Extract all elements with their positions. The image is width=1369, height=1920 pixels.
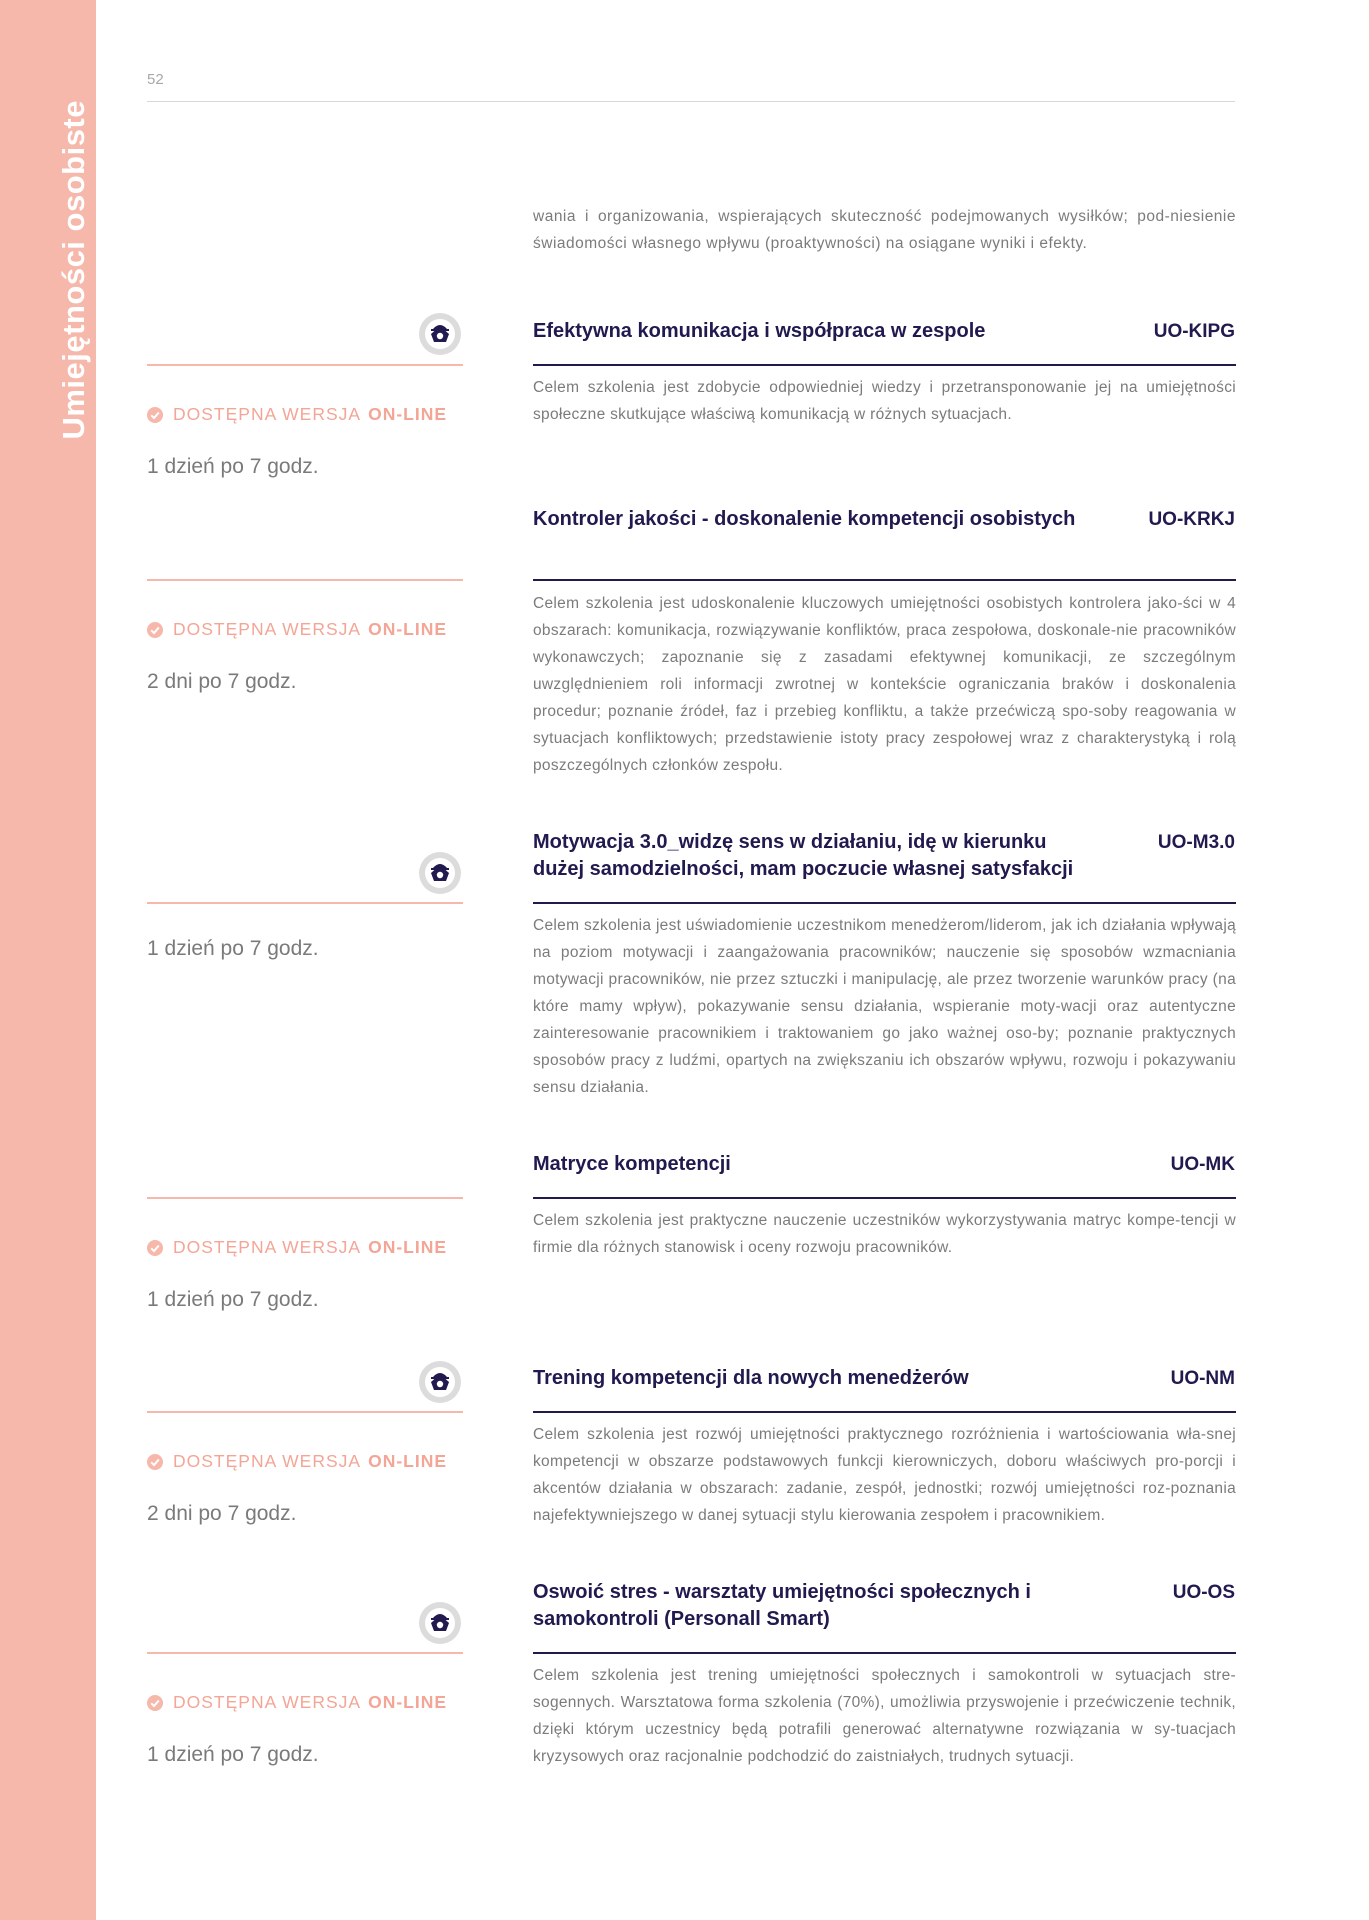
check-circle-icon xyxy=(147,1695,163,1711)
course-duration: 1 dzień po 7 godz. xyxy=(147,455,319,478)
course-code: UO-KRKJ xyxy=(1148,509,1235,530)
course-code: UO-OS xyxy=(1172,1582,1235,1603)
sidebar-section-label: Umiejętności osobiste xyxy=(56,100,91,440)
course-duration: 1 dzień po 7 godz. xyxy=(147,937,319,960)
course-meta-rule xyxy=(147,1411,463,1413)
header-divider xyxy=(147,101,1235,102)
course-duration: 2 dni po 7 godz. xyxy=(147,670,297,693)
gear-worker-icon xyxy=(418,312,462,356)
online-availability xyxy=(147,1237,447,1258)
course-description: Celem szkolenia jest zdobycie odpowiedniej wiedzy i przetransponowanie jej na umiejętności społeczne skutkujące właściwą komunikacją w różnych sytuacjach. xyxy=(533,379,1236,423)
online-label-strong: ON-LINE xyxy=(368,404,448,424)
online-label-strong: ON-LINE xyxy=(368,619,448,639)
check-circle-icon xyxy=(147,622,163,638)
course-description: Celem szkolenia jest trening umiejętności społecznych i samokontroli w sytuacjach stre-sogennych. Warsztatowa forma szkolenia (70%), umożliwia przyswojenie i przećwiczenie technik, dzięki którym uczestnicy będą potrafili generować alternatywne rozwiązania w sy-tuacjach kryzysowych oraz racjonalnie podchodzić do zaistniałych, trudnych sytuacji. xyxy=(533,1667,1236,1765)
course-title-rule xyxy=(533,902,1236,904)
course-description: Celem szkolenia jest uświadomienie uczestnikom menedżerom/liderom, jak ich działania wpływają na poziom motywacji i zaangażowania pracowników; nauczenie się sposobów wzmacniania motywacji pracowników, nie przez sztuczki i manipulację, ale przez tworzenie warunków pracy (na które mamy wpływ), pokazywanie sensu działania, wspieranie moty-wacji oraz autentyczne zainteresowanie pracownikiem i traktowaniem go jako ważnej oso-by; poznanie praktycznych sposobów pracy z ludźmi, opartych na zwiększaniu ich obszarów wpływu, rozwoju i pokazywaniu sensu działania. xyxy=(533,917,1236,1096)
course-meta-rule xyxy=(147,1652,463,1654)
online-availability xyxy=(147,1451,447,1472)
course-title-rule xyxy=(533,364,1236,366)
online-label-strong: ON-LINE xyxy=(368,1692,448,1712)
check-circle-icon xyxy=(147,1240,163,1256)
course-description: Celem szkolenia jest rozwój umiejętności praktycznego rozróżnienia i wartościowania wła-snej kompetencji w obszarze podstawowych funkcji kierowniczych, doboru właściwych pro-porcji i akcentów działania w obszarach: zadanie, zespół, jednostki; rozwój umiejętności roz-poznania najefektywniejszego w danej sytuacji stylu kierowania zespołem i pracownikiem. xyxy=(533,1426,1236,1524)
course-title: Oswoić stres - warsztaty umiejętności społecznych i samokontroli (Personall Smart) xyxy=(533,1581,1031,1630)
course-title: Trening kompetencji dla nowych menedżerów xyxy=(533,1367,969,1389)
course-title: Efektywna komunikacja i współpraca w zespole xyxy=(533,320,986,342)
course-description: Celem szkolenia jest praktyczne nauczenie uczestników wykorzystywania matryc kompe-tencji w firmie dla różnych stanowisk i oceny rozwoju pracowników. xyxy=(533,1212,1236,1256)
sidebar-band xyxy=(0,0,96,1920)
online-label: DOSTĘPNA WERSJA xyxy=(173,404,362,424)
course-duration: 1 dzień po 7 godz. xyxy=(147,1743,319,1766)
course-title: Matryce kompetencji xyxy=(533,1153,731,1175)
course-meta-rule xyxy=(147,1197,463,1199)
course-title: Kontroler jakości - doskonalenie kompetencji osobistych xyxy=(533,508,1076,530)
course-title-rule xyxy=(533,1652,1236,1654)
online-label: DOSTĘPNA WERSJA xyxy=(173,619,362,639)
course-title-rule xyxy=(533,1197,1236,1199)
page-number: 52 xyxy=(147,71,164,88)
intro-paragraph: wania i organizowania, wspierających skuteczność podejmowanych wysiłków; pod-niesienie świadomości własnego wpływu (proaktywności) na osiągane wyniki i efekty. xyxy=(533,208,1236,252)
online-label: DOSTĘPNA WERSJA xyxy=(173,1692,362,1712)
course-meta-rule xyxy=(147,902,463,904)
online-availability xyxy=(147,1692,447,1713)
check-circle-icon xyxy=(147,407,163,423)
course-title-rule xyxy=(533,579,1236,581)
gear-worker-icon xyxy=(418,1601,462,1645)
course-code: UO-NM xyxy=(1170,1368,1235,1389)
online-availability xyxy=(147,619,447,640)
course-duration: 1 dzień po 7 godz. xyxy=(147,1288,319,1311)
course-title-rule xyxy=(533,1411,1236,1413)
gear-worker-icon xyxy=(418,1360,462,1404)
online-label: DOSTĘPNA WERSJA xyxy=(173,1237,362,1257)
course-code: UO-KIPG xyxy=(1153,321,1235,342)
online-label: DOSTĘPNA WERSJA xyxy=(173,1451,362,1471)
course-code: UO-MK xyxy=(1170,1154,1235,1175)
course-title: Motywacja 3.0_widzę sens w działaniu, idę w kierunku dużej samodzielności, mam poczucie własnej satysfakcji xyxy=(533,831,1074,880)
gear-worker-icon xyxy=(418,851,462,895)
course-meta-rule xyxy=(147,364,463,366)
online-label-strong: ON-LINE xyxy=(368,1237,448,1257)
course-meta-rule xyxy=(147,579,463,581)
online-availability xyxy=(147,404,447,425)
check-circle-icon xyxy=(147,1454,163,1470)
course-code: UO-M3.0 xyxy=(1157,832,1235,853)
online-label-strong: ON-LINE xyxy=(368,1451,448,1471)
course-duration: 2 dni po 7 godz. xyxy=(147,1502,297,1525)
course-description: Celem szkolenia jest udoskonalenie kluczowych umiejętności osobistych kontrolera jako-ści w 4 obszarach: komunikacja, rozwiązywanie konfliktów, praca zespołowa, doskonale-nie pracowników wykonawczych; zapoznanie się z zasadami efektywnej komunikacji, ze szczególnym uwzględnieniem roli informacji zwrotnej w kontekście ograniczania braków i doskonalenia procedur; poznanie źródeł, faz i przebieg konfliktu, a także przećwiczą spo-soby reagowania w sytuacjach konfliktowych; przedstawienie istoty pracy zespołowej wraz z charakterystyką i rolą poszczególnych członków zespołu. xyxy=(533,595,1236,774)
